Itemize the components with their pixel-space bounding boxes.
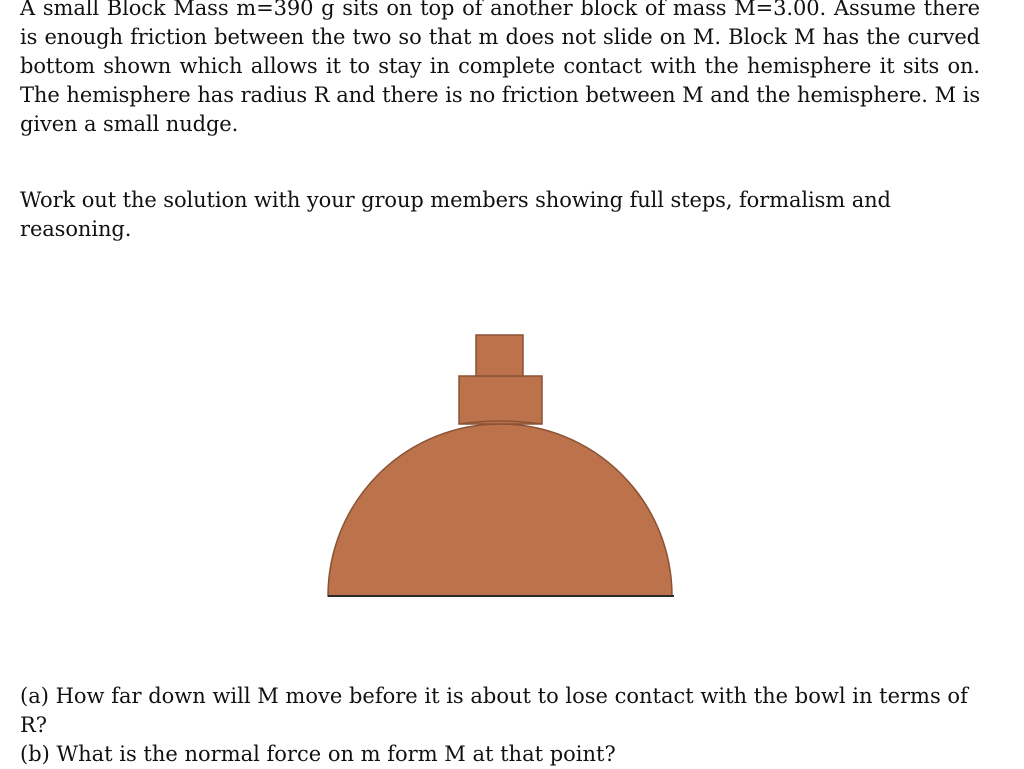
problem-statement: A small Block Mass m=390 g sits on top of another block of mass M=3.00. Assume there is enough friction between the two so that m does not slide on M. Block M has the curved bottom shown which allows it to stay in complete contact with the hemisphere it sits on. The hemisphere has radius R and there is no friction between M and the hemisphere. M is given a small nudge. [20, 0, 980, 136]
instruction-text: Work out the solution with your group members showing full steps, formalism and reasoning. [20, 188, 891, 241]
hemisphere [328, 424, 672, 596]
block-small-m [476, 335, 523, 376]
question-b: (b) What is the normal force on m form M at that point? [20, 742, 616, 766]
question-list [20, 682, 1000, 769]
question-a: (a) How far down will M move before it is about to lose contact with the bowl in terms of R? [20, 684, 968, 737]
hemisphere-blocks-figure [320, 330, 690, 605]
block-big-m [459, 376, 542, 424]
